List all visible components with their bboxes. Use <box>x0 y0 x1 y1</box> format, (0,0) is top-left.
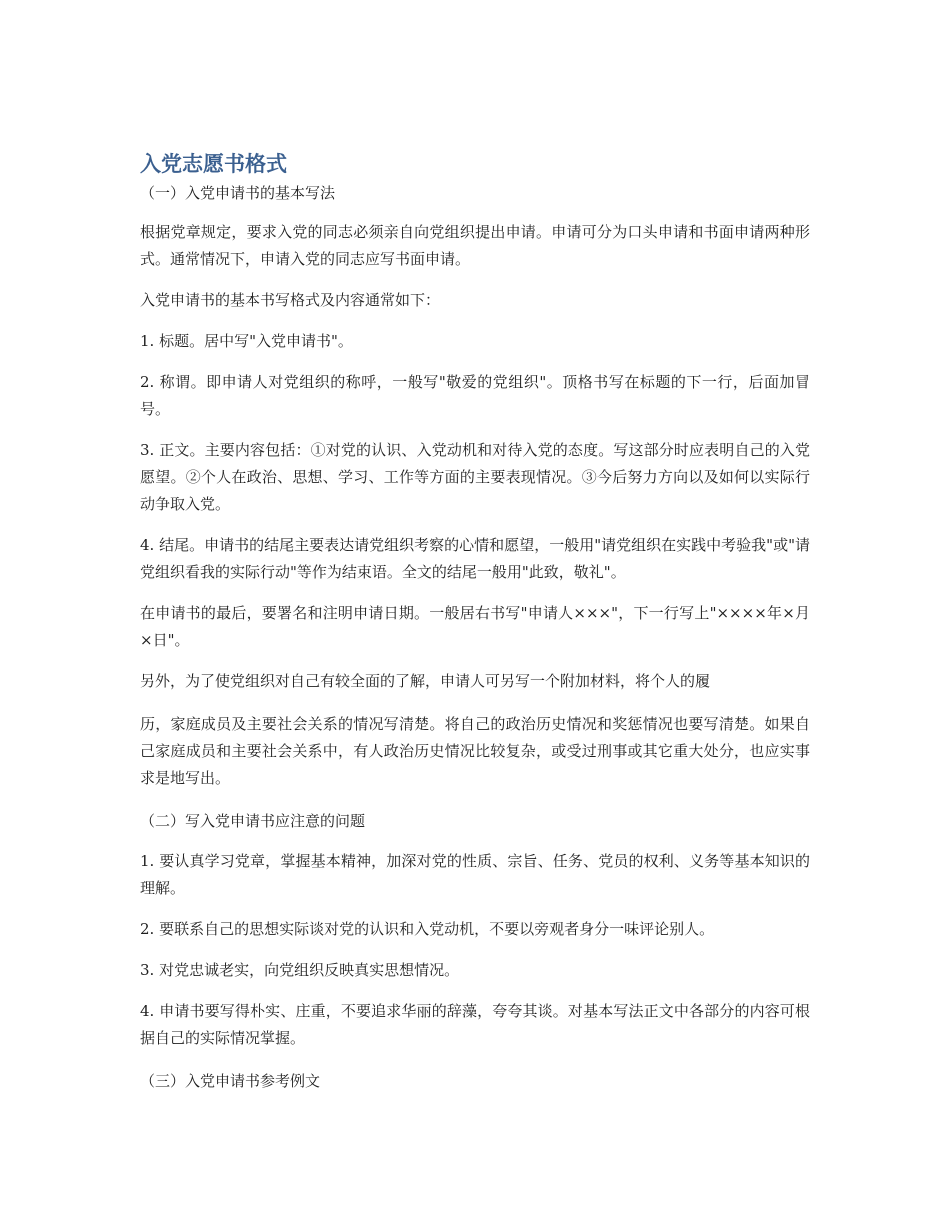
section-heading-example: （三）入党申请书参考例文 <box>140 1072 321 1090</box>
paragraph-intro: 根据党章规定，要求入党的同志必须亲自向党组织提出申请。申请可分为口头申请和书面申请两种形式。通常情况下，申请入党的同志应写书面申请。 <box>140 223 810 268</box>
note-item-3: 3. 对党忠诚老实，向党组织反映真实思想情况。 <box>140 961 460 979</box>
paragraph-additional-material: 另外，为了使党组织对自己有较全面的了解，申请人可另写一个附加材料，将个人的履 <box>140 672 711 690</box>
paragraph-signature: 在申请书的最后，要署名和注明申请日期。一般居右书写"申请人×××"，下一行写上"××××年×月×日"。 <box>140 604 810 649</box>
list-item-salutation: 2. 称谓。即申请人对党组织的称呼，一般写"敬爱的党组织"。顶格书写在标题的下一行，后面加冒号。 <box>140 373 810 418</box>
paragraph-format-intro: 入党申请书的基本书写格式及内容通常如下： <box>140 291 441 309</box>
note-item-1: 1. 要认真学习党章，掌握基本精神，加深对党的性质、宗旨、任务、党员的权利、义务等基本知识的理解。 <box>140 852 810 897</box>
list-item-ending: 4. 结尾。申请书的结尾主要表达请党组织考察的心情和愿望，一般用"请党组织在实践中考验我"或"请党组织看我的实际行动"等作为结束语。全文的结尾一般用"此致，敬礼"。 <box>140 536 810 581</box>
note-item-4: 4. 申请书要写得朴实、庄重，不要追求华丽的辞藻，夸夸其谈。对基本写法正文中各部分的内容可根据自己的实际情况掌握。 <box>140 1002 810 1047</box>
document-body <box>140 150 810 1094</box>
note-item-2: 2. 要联系自己的思想实际谈对党的认识和入党动机，不要以旁观者身分一味评论别人。 <box>140 920 715 938</box>
list-item-title: 1. 标题。居中写"入党申请书"。 <box>140 332 353 350</box>
section-heading-basic-writing: （一）入党申请书的基本写法 <box>140 184 336 202</box>
paragraph-additional-material-cont: 历，家庭成员及主要社会关系的情况写清楚。将自己的政治历史情况和奖惩情况也要写清楚。如果自己家庭成员和主要社会关系中，有人政治历史情况比较复杂，或受过刑事或其它重大处分，也应实事求是地写出。 <box>140 715 810 787</box>
section-heading-notes: （二）写入党申请书应注意的问题 <box>140 812 366 830</box>
page-title: 入党志愿书格式 <box>140 152 287 176</box>
list-item-body: 3. 正文。主要内容包括：①对党的认识、入党动机和对待入党的态度。写这部分时应表明自己的入党愿望。②个人在政治、思想、学习、工作等方面的主要表现情况。③今后努力方向以及如何以实际行动争取入党。 <box>140 441 810 513</box>
